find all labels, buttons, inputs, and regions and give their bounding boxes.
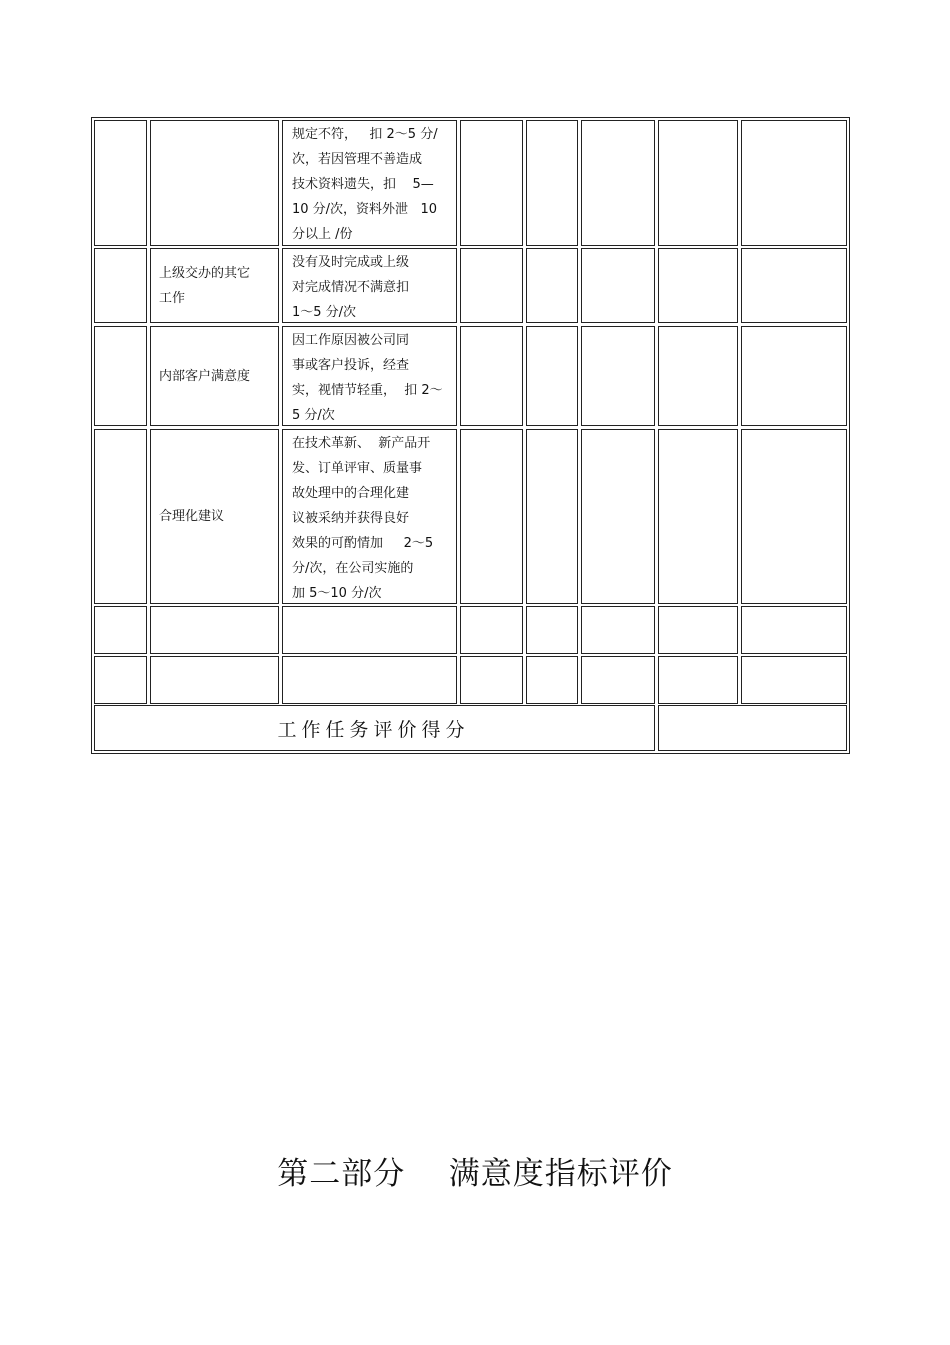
table-cell-item bbox=[150, 606, 279, 654]
table-cell bbox=[581, 326, 655, 426]
table-cell bbox=[94, 326, 147, 426]
section-title: 第二部分 满意度指标评价 bbox=[277, 1156, 673, 1192]
table-cell bbox=[526, 606, 578, 654]
table-cell bbox=[581, 120, 655, 246]
table-cell bbox=[526, 248, 578, 323]
table-cell bbox=[581, 248, 655, 323]
table-cell-item: 上级交办的其它 工作 bbox=[150, 248, 279, 323]
table-cell bbox=[741, 120, 847, 246]
table-cell bbox=[741, 606, 847, 654]
table-cell bbox=[658, 326, 738, 426]
total-score-value bbox=[658, 705, 847, 751]
table-cell bbox=[94, 429, 147, 604]
table-cell-item bbox=[150, 656, 279, 704]
table-cell bbox=[581, 656, 655, 704]
table-cell bbox=[460, 606, 523, 654]
table-cell bbox=[526, 120, 578, 246]
table-cell bbox=[658, 120, 738, 246]
table-cell bbox=[460, 248, 523, 323]
table-cell-rule: 在技术革新、 新产品开 发、订单评审、质量事 故处理中的合理化建 议被采纳并获得良好 效果的可酌情加 2～5 分/次，在公司实施的 加 5～10 分/次 bbox=[282, 429, 457, 604]
table-cell-rule: 因工作原因被公司同 事或客户投诉，经查 实，视情节轻重， 扣 2～ 5 分/次 bbox=[282, 326, 457, 426]
table-cell bbox=[460, 429, 523, 604]
table-cell bbox=[94, 656, 147, 704]
table-cell-rule: 规定不符， 扣 2～5 分/ 次，若因管理不善造成 技术资料遗失，扣 5— 10 分/次，资料外泄 10 分以上 /份 bbox=[282, 120, 457, 246]
table-cell bbox=[94, 606, 147, 654]
table-cell-rule bbox=[282, 606, 457, 654]
table-cell bbox=[94, 248, 147, 323]
evaluation-table bbox=[91, 117, 850, 754]
table-cell bbox=[741, 656, 847, 704]
table-cell bbox=[741, 326, 847, 426]
table-cell bbox=[658, 606, 738, 654]
table-cell bbox=[581, 606, 655, 654]
table-cell-item: 内部客户满意度 bbox=[150, 326, 279, 426]
table-cell-item bbox=[150, 120, 279, 246]
total-score-label: 工作任务评价得分 bbox=[94, 705, 655, 751]
table-cell bbox=[741, 429, 847, 604]
table-cell bbox=[460, 326, 523, 426]
table-cell bbox=[526, 429, 578, 604]
table-cell bbox=[460, 656, 523, 704]
table-cell bbox=[658, 429, 738, 604]
table-cell bbox=[741, 248, 847, 323]
table-cell-rule: 没有及时完成或上级 对完成情况不满意扣 1～5 分/次 bbox=[282, 248, 457, 323]
table-cell bbox=[658, 248, 738, 323]
table-cell bbox=[581, 429, 655, 604]
table-cell-rule bbox=[282, 656, 457, 704]
table-cell bbox=[526, 326, 578, 426]
table-cell bbox=[94, 120, 147, 246]
table-cell bbox=[658, 656, 738, 704]
table-cell bbox=[526, 656, 578, 704]
table-cell bbox=[460, 120, 523, 246]
table-cell-item: 合理化建议 bbox=[150, 429, 279, 604]
